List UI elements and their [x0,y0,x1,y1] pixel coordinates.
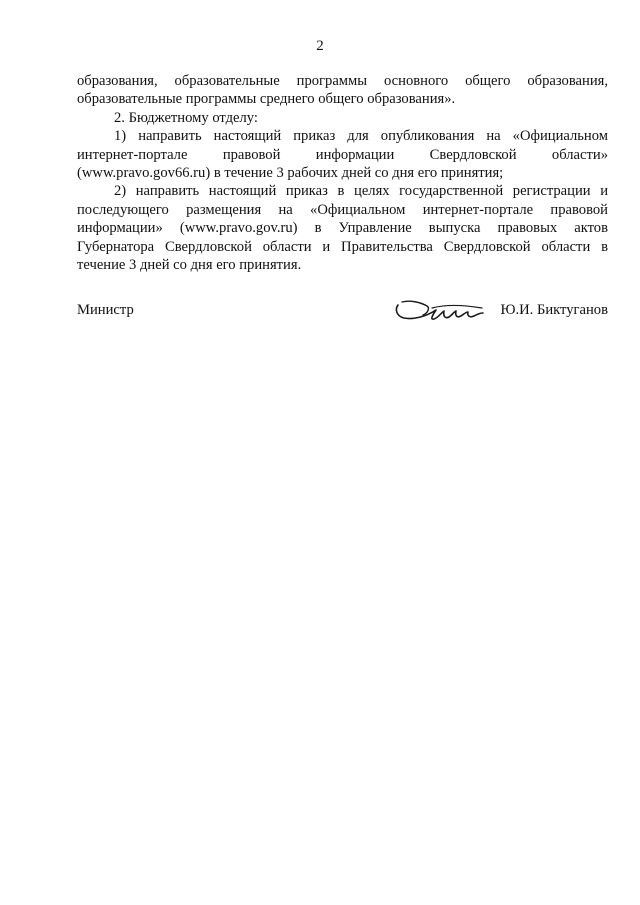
signature-block [77,302,608,328]
paragraph-continuation: образования, образовательные программы основного общего образования, образовательные программы среднего общего образования». [77,73,608,108]
paragraph-item-1: 1) направить настоящий приказ для опубликования на «Официальном интернет-портале правовой информации Свердловской области» (www.pravo.gov66.ru) в течение 3 рабочих дней со дня его принятия; [77,128,608,182]
signer-name: Ю.И. Биктуганов [500,302,608,318]
paragraph-budget-department: 2. Бюджетному отделу: [114,109,258,126]
handwritten-signature-icon [392,296,487,326]
signer-title: Министр [77,302,134,318]
paragraph-item-2: 2) направить настоящий приказ в целях государственной регистрации и последующего размещения на «Официальном интернет-портале правовой информации» (www.pravo.gov.ru) в Управление выпуска правовых актов Губернатора Свердловской области и Правительства Свердловской области в течение 3 дней со дня его принятия. [77,183,608,274]
page-number: 2 [316,38,324,54]
document-body [77,72,608,274]
